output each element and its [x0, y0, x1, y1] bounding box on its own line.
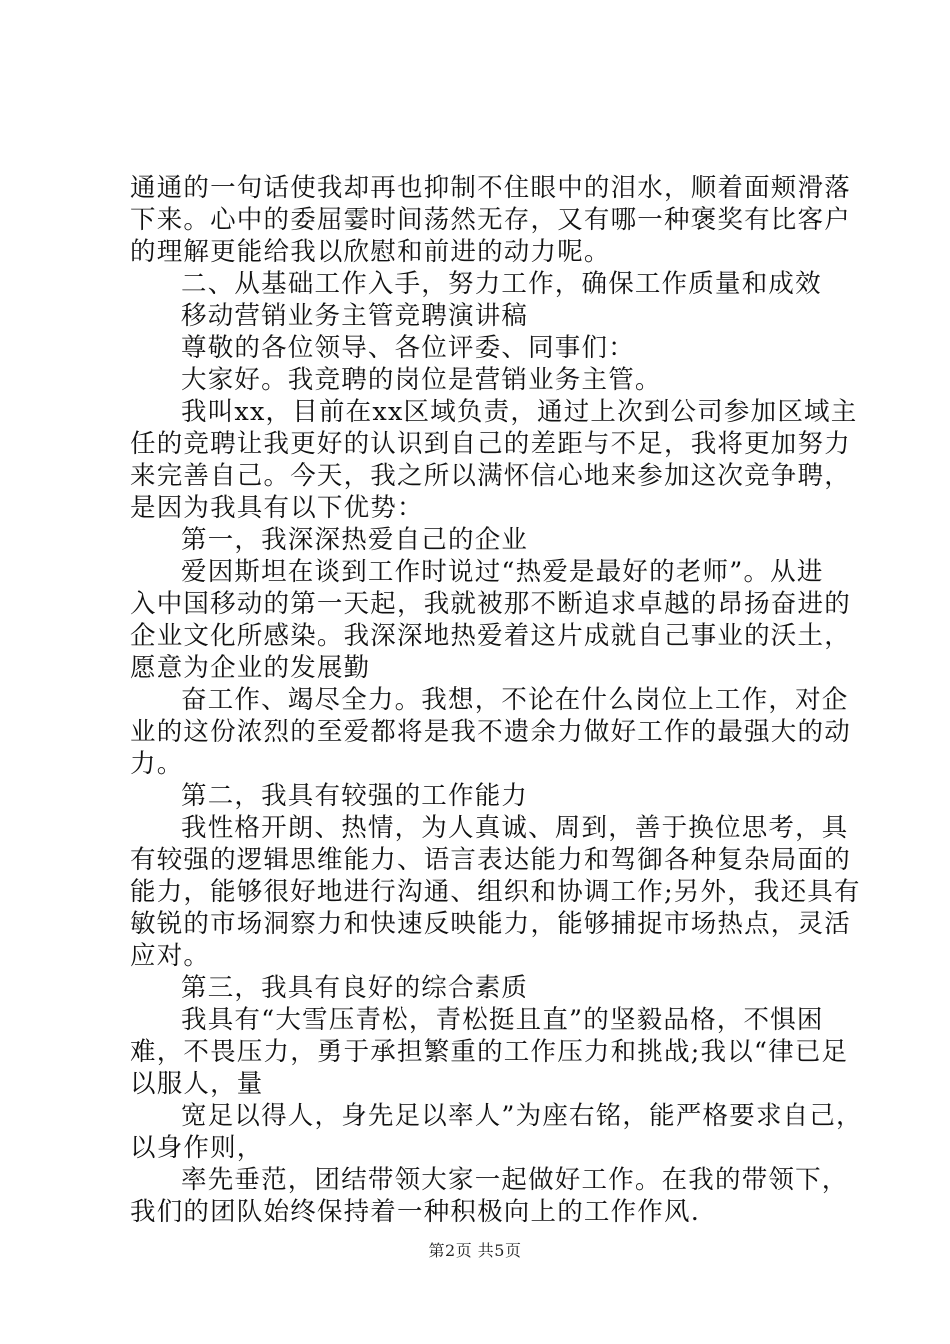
text-line: 我叫xx，目前在xx区域负责，通过上次到公司参加区域主 [181, 397, 858, 427]
text-line: 爱因斯坦在谈到工作时说过“热爱是最好的老师”。从进 [181, 557, 824, 587]
text-line: 尊敬的各位领导、各位评委、同事们： [181, 333, 635, 363]
text-line: 力。 [130, 749, 184, 779]
text-line: 通通的一句话使我却再也抑制不住眼中的泪水，顺着面颊滑落 [130, 173, 851, 203]
text-line: 难，不畏压力，勇于承担繁重的工作压力和挑战;我以“律已足 [130, 1037, 849, 1067]
text-line: 我具有“大雪压青松，青松挺且直”的坚毅品格，不惧困 [181, 1005, 824, 1035]
text-line: 第三，我具有良好的综合素质 [181, 973, 529, 1003]
text-line: 我性格开朗、热情，为人真诚、周到，善于换位思考，具 [181, 813, 849, 843]
text-line: 敏锐的市场洞察力和快速反映能力，能够捕捉市场热点，灵活 [130, 909, 851, 939]
text-line: 宽足以得人，身先足以率人”为座右铭，能严格要求自己， [181, 1101, 863, 1131]
text-line: 任的竞聘让我更好的认识到自己的差距与不足，我将更加努力 [130, 429, 851, 459]
text-line: 应对。 [130, 941, 211, 971]
text-line: 有较强的逻辑思维能力、语言表达能力和驾御各种复杂局面的 [130, 845, 851, 875]
text-line: 大家好。我竞聘的岗位是营销业务主管。 [181, 365, 662, 395]
text-line: 二、从基础工作入手，努力工作，确保工作质量和成效 [181, 269, 822, 299]
page-footer: 第2页 共5页 [428, 1241, 522, 1260]
text-line: 移动营销业务主管竞聘演讲稿 [181, 301, 529, 331]
text-line: 能力，能够很好地进行沟通、组织和协调工作;另外，我还具有 [130, 877, 861, 907]
text-line: 业的这份浓烈的至爱都将是我不遗余力做好工作的最强大的动 [130, 717, 851, 747]
text-line: 率先垂范，团结带领大家一起做好工作。在我的带领下， [181, 1165, 849, 1195]
text-line: 下来。心中的委屈霎时间荡然无存，又有哪一种褒奖有比客户 [130, 205, 851, 235]
text-line: 来完善自己。今天，我之所以满怀信心地来参加这次竞争聘， [130, 461, 851, 491]
text-line: 第二，我具有较强的工作能力 [181, 781, 529, 811]
text-line: 奋工作、竭尽全力。我想，不论在什么岗位上工作，对企 [181, 685, 849, 715]
text-line: 以身作则， [130, 1133, 264, 1163]
text-line: 我们的团队始终保持着一种积极向上的工作作风. [130, 1197, 701, 1227]
text-line: 是因为我具有以下优势： [130, 493, 424, 523]
document-body [130, 172, 863, 1228]
text-line: 第一，我深深热爱自己的企业 [181, 525, 529, 555]
text-line: 企业文化所感染。我深深地热爱着这片成就自己事业的沃土， [130, 621, 851, 651]
text-line: 入中国移动的第一天起，我就被那不断追求卓越的昂扬奋进的 [130, 589, 851, 619]
text-line: 的理解更能给我以欣慰和前进的动力呢。 [130, 237, 611, 267]
text-line: 以服人，量 [130, 1069, 264, 1099]
text-line: 愿意为企业的发展勤 [130, 653, 371, 683]
